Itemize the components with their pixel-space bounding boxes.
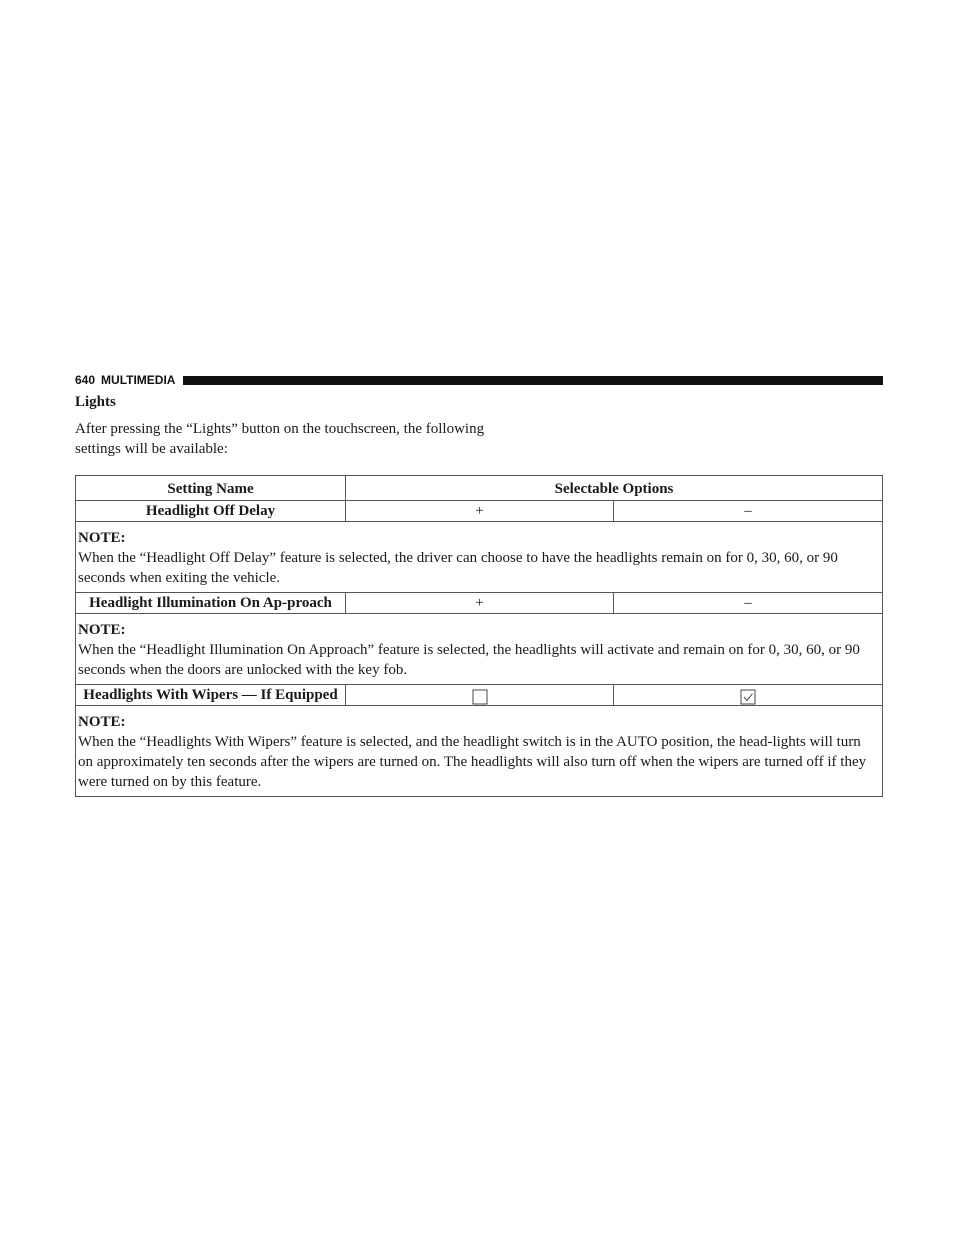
header-rule bbox=[183, 376, 883, 385]
checked-box-icon bbox=[740, 689, 756, 705]
section-heading: Lights bbox=[75, 394, 116, 410]
option-checked bbox=[614, 685, 883, 706]
unchecked-box-icon bbox=[472, 689, 488, 705]
table-row bbox=[76, 593, 883, 614]
header-selectable-options: Selectable Options bbox=[346, 476, 883, 501]
option-plus: + bbox=[346, 501, 614, 522]
note-label: NOTE: bbox=[78, 714, 126, 730]
settings-table bbox=[75, 475, 883, 797]
note-row bbox=[76, 706, 883, 797]
note-text: When the “Headlight Off Delay” feature is selected, the driver can choose to have the headlights remain on for 0, 30, 60, or 90 seconds when exiting the vehicle. bbox=[78, 550, 838, 586]
setting-name-cell: Headlights With Wipers — If Equipped bbox=[76, 685, 346, 706]
note-cell bbox=[76, 522, 883, 593]
note-row bbox=[76, 614, 883, 685]
note-text: When the “Headlight Illumination On Approach” feature is selected, the headlights will activate and remain on for 0, 30, 60, or 90 seconds when the doors are unlocked with the key fob. bbox=[78, 642, 860, 678]
page-number: 640 bbox=[75, 373, 96, 387]
note-cell bbox=[76, 614, 883, 685]
intro-paragraph: After pressing the “Lights” button on the touchscreen, the following settings will be available: bbox=[75, 421, 485, 457]
setting-name-cell: Headlight Off Delay bbox=[76, 501, 346, 522]
option-unchecked bbox=[346, 685, 614, 706]
table-header-row bbox=[76, 476, 883, 501]
header-setting-name: Setting Name bbox=[76, 476, 346, 501]
option-plus: + bbox=[346, 593, 614, 614]
table-row bbox=[76, 501, 883, 522]
option-minus: – bbox=[614, 501, 883, 522]
section-name: MULTIMEDIA bbox=[101, 373, 176, 387]
note-label: NOTE: bbox=[78, 530, 126, 546]
setting-name-cell: Headlight Illumination On Ap-proach bbox=[76, 593, 346, 614]
option-minus: – bbox=[614, 593, 883, 614]
note-row bbox=[76, 522, 883, 593]
page-header bbox=[75, 372, 883, 388]
table-row bbox=[76, 685, 883, 706]
note-label: NOTE: bbox=[78, 622, 126, 638]
note-cell bbox=[76, 706, 883, 797]
note-text: When the “Headlights With Wipers” feature is selected, and the headlight switch is in the AUTO position, the head-lights will turn on approximately ten seconds after the wipers are turned on. The headlights will also turn off when the wipers are turned off if they were turned on by this feature. bbox=[78, 734, 867, 790]
